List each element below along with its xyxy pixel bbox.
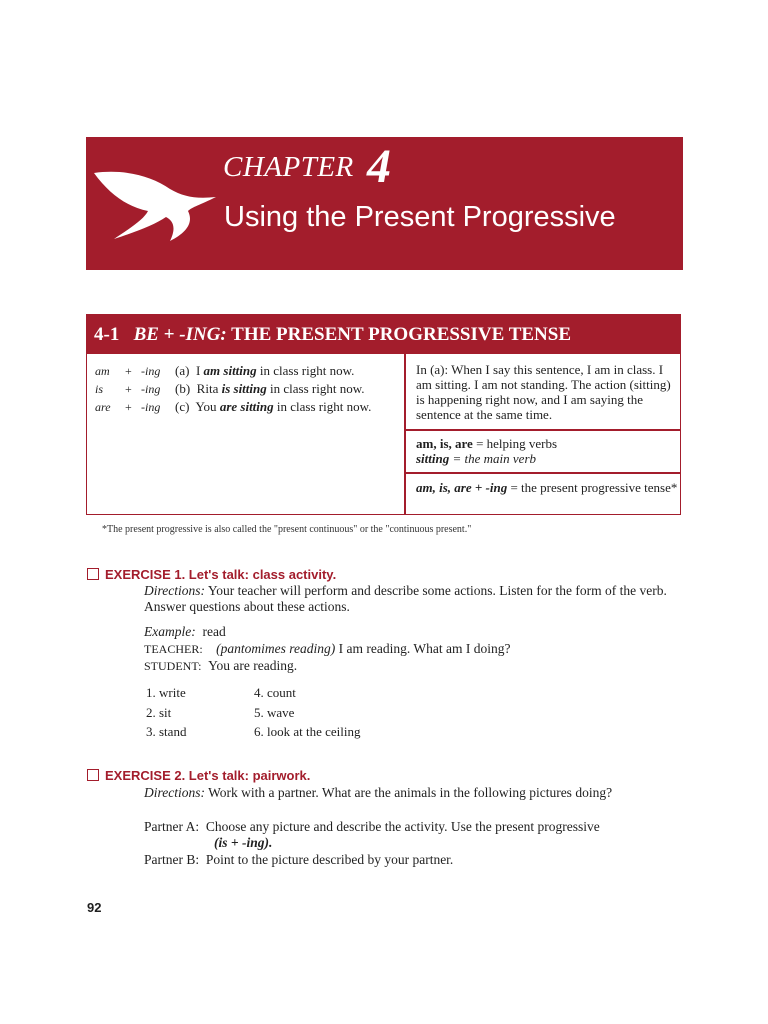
exercise-2-partner-a: Partner A: Choose any picture and describe the activity. Use the present progressive [144,819,600,834]
list-item: 2. sit [146,705,172,720]
chart-row-divider [405,472,680,474]
exercise-1-student-line: STUDENT: You are reading. [144,658,298,673]
exercise-2-directions: Directions: Work with a partner. What are the animals in the following pictures doing? [144,785,613,800]
exercise-2-partner-b: Partner B: Point to the picture described by your partner. [144,852,454,867]
chart-footnote: *The present progressive is also called the "present continuous" or the "continuous present." [102,524,472,535]
chart-column-divider [404,354,406,514]
chart-tense-note: am, is, are + -ing = the present progressive tense* [416,480,678,495]
exercise-checkbox-icon [87,568,99,580]
chart-title: 4-1 BE + -ING: THE PRESENT PROGRESSIVE TENSE [94,324,572,345]
example-sentence: (a) I am sitting in class right now. [175,363,355,378]
grammar-chart [86,314,681,515]
list-item: 6. look at the ceiling [254,724,361,739]
chart-header [87,315,680,354]
formula-row: am + -ing [95,364,161,378]
exercise-checkbox-icon [87,769,99,781]
list-item: 4. count [254,685,296,700]
exercise-1-heading: EXERCISE 1. Let's talk: class activity. [87,567,336,582]
formula-row: is + -ing [95,382,161,396]
chapter-title: Using the Present Progressive [224,201,616,233]
list-item: 1. write [146,685,186,700]
exercise-1-directions: Directions: Your teacher will perform and describe some actions. Listen for the form of the verb. Answer questions about these actions. [144,583,667,614]
exercise-1-teacher-line: TEACHER: (pantomimes reading) I am reading. What am I doing? [144,641,511,656]
example-sentence: (c) You are sitting in class right now. [175,399,372,414]
page-number: 92 [87,900,102,915]
chapter-number: 4 [367,140,391,193]
example-sentence: (b) Rita is sitting in class right now. [175,381,365,396]
exercise-2-partner-a-formula: (is + -ing). [214,835,273,850]
chart-helping-verbs-note: am, is, are = helping verbs sitting = the main verb [416,436,558,466]
chart-explanation: In (a): When I say this sentence, I am in class. I am sitting. I am not standing. The action (sitting) is happening right now, and I am saying the sentence at the same time. [416,362,671,422]
chapter-label: CHAPTER [223,151,354,183]
chapter-banner [86,137,683,270]
formula-row: are + -ing [95,400,161,414]
list-item: 5. wave [254,705,295,720]
exercise-2-heading: EXERCISE 2. Let's talk: pairwork. [87,768,310,783]
chart-row-divider [405,429,680,431]
swallow-bird-icon [92,167,220,243]
exercise-1-example: Example: read [144,624,226,639]
list-item: 3. stand [146,724,187,739]
